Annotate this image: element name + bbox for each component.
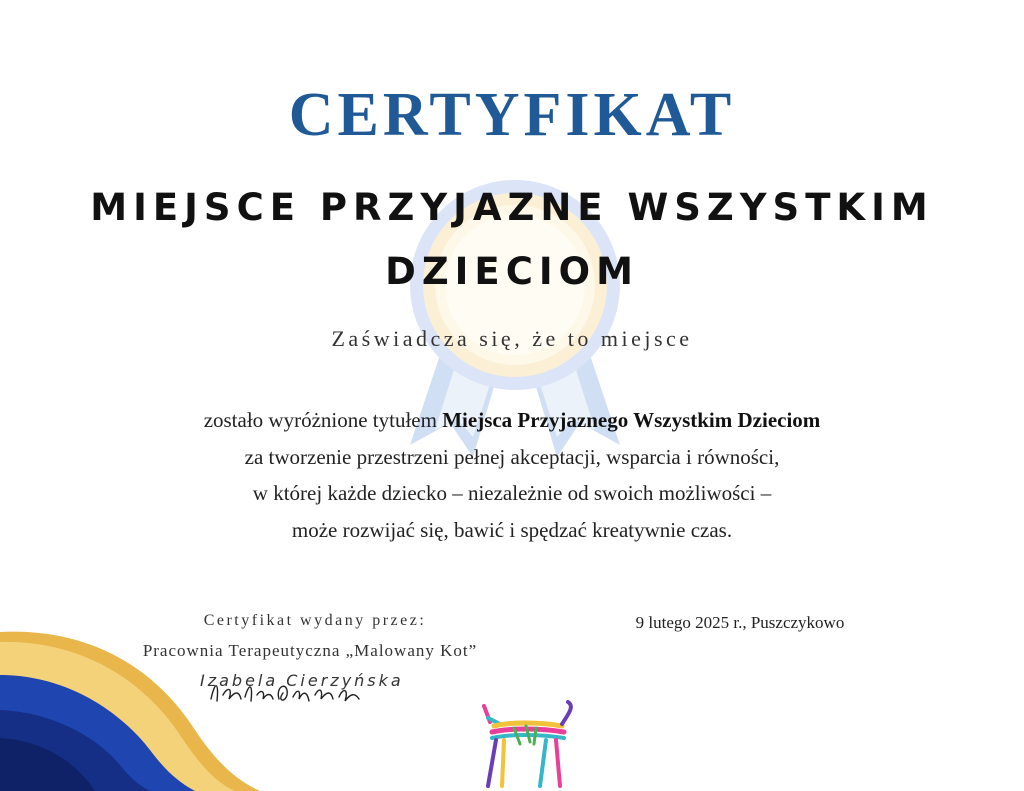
body-line-4: może rozwijać się, bawić i spędzać kreatywnie czas. — [291, 517, 733, 542]
issuer-name: Pracownia Terapeutyczna „Malowany Kot” — [142, 641, 478, 660]
certificate-subtitle: MIEJSCE PRZYJAZNE WSZYSTKIM DZIECIOM — [90, 186, 934, 293]
certificate-title: CERTYFIKAT — [288, 81, 736, 149]
body-line-2: za tworzenie przestrzeni pełnej akceptacji, wsparcia i równości, — [244, 444, 780, 469]
issued-by-label: Certyfikat wydany przez: — [203, 612, 427, 629]
body-line-1 — [100, 402, 924, 439]
painted-cat-logo-icon — [470, 700, 580, 791]
body-line-3: w której każde dziecko – niezależnie od swoich możliwości – — [252, 481, 772, 505]
signer-name: Izabela Cierzyńska — [200, 671, 404, 690]
date-and-place: 9 lutego 2025 r., Puszczykowo — [635, 613, 845, 632]
certificate-body — [100, 402, 924, 548]
body-line-1-prefix: zostało wyróżnione tytułem — [203, 408, 443, 432]
attestation-text: Zaświadcza się, że to miejsce — [331, 326, 693, 351]
decorative-corner-wave — [0, 620, 280, 791]
award-title-highlight: Miejsca Przyjaznego Wszystkim Dzieciom — [442, 408, 821, 432]
